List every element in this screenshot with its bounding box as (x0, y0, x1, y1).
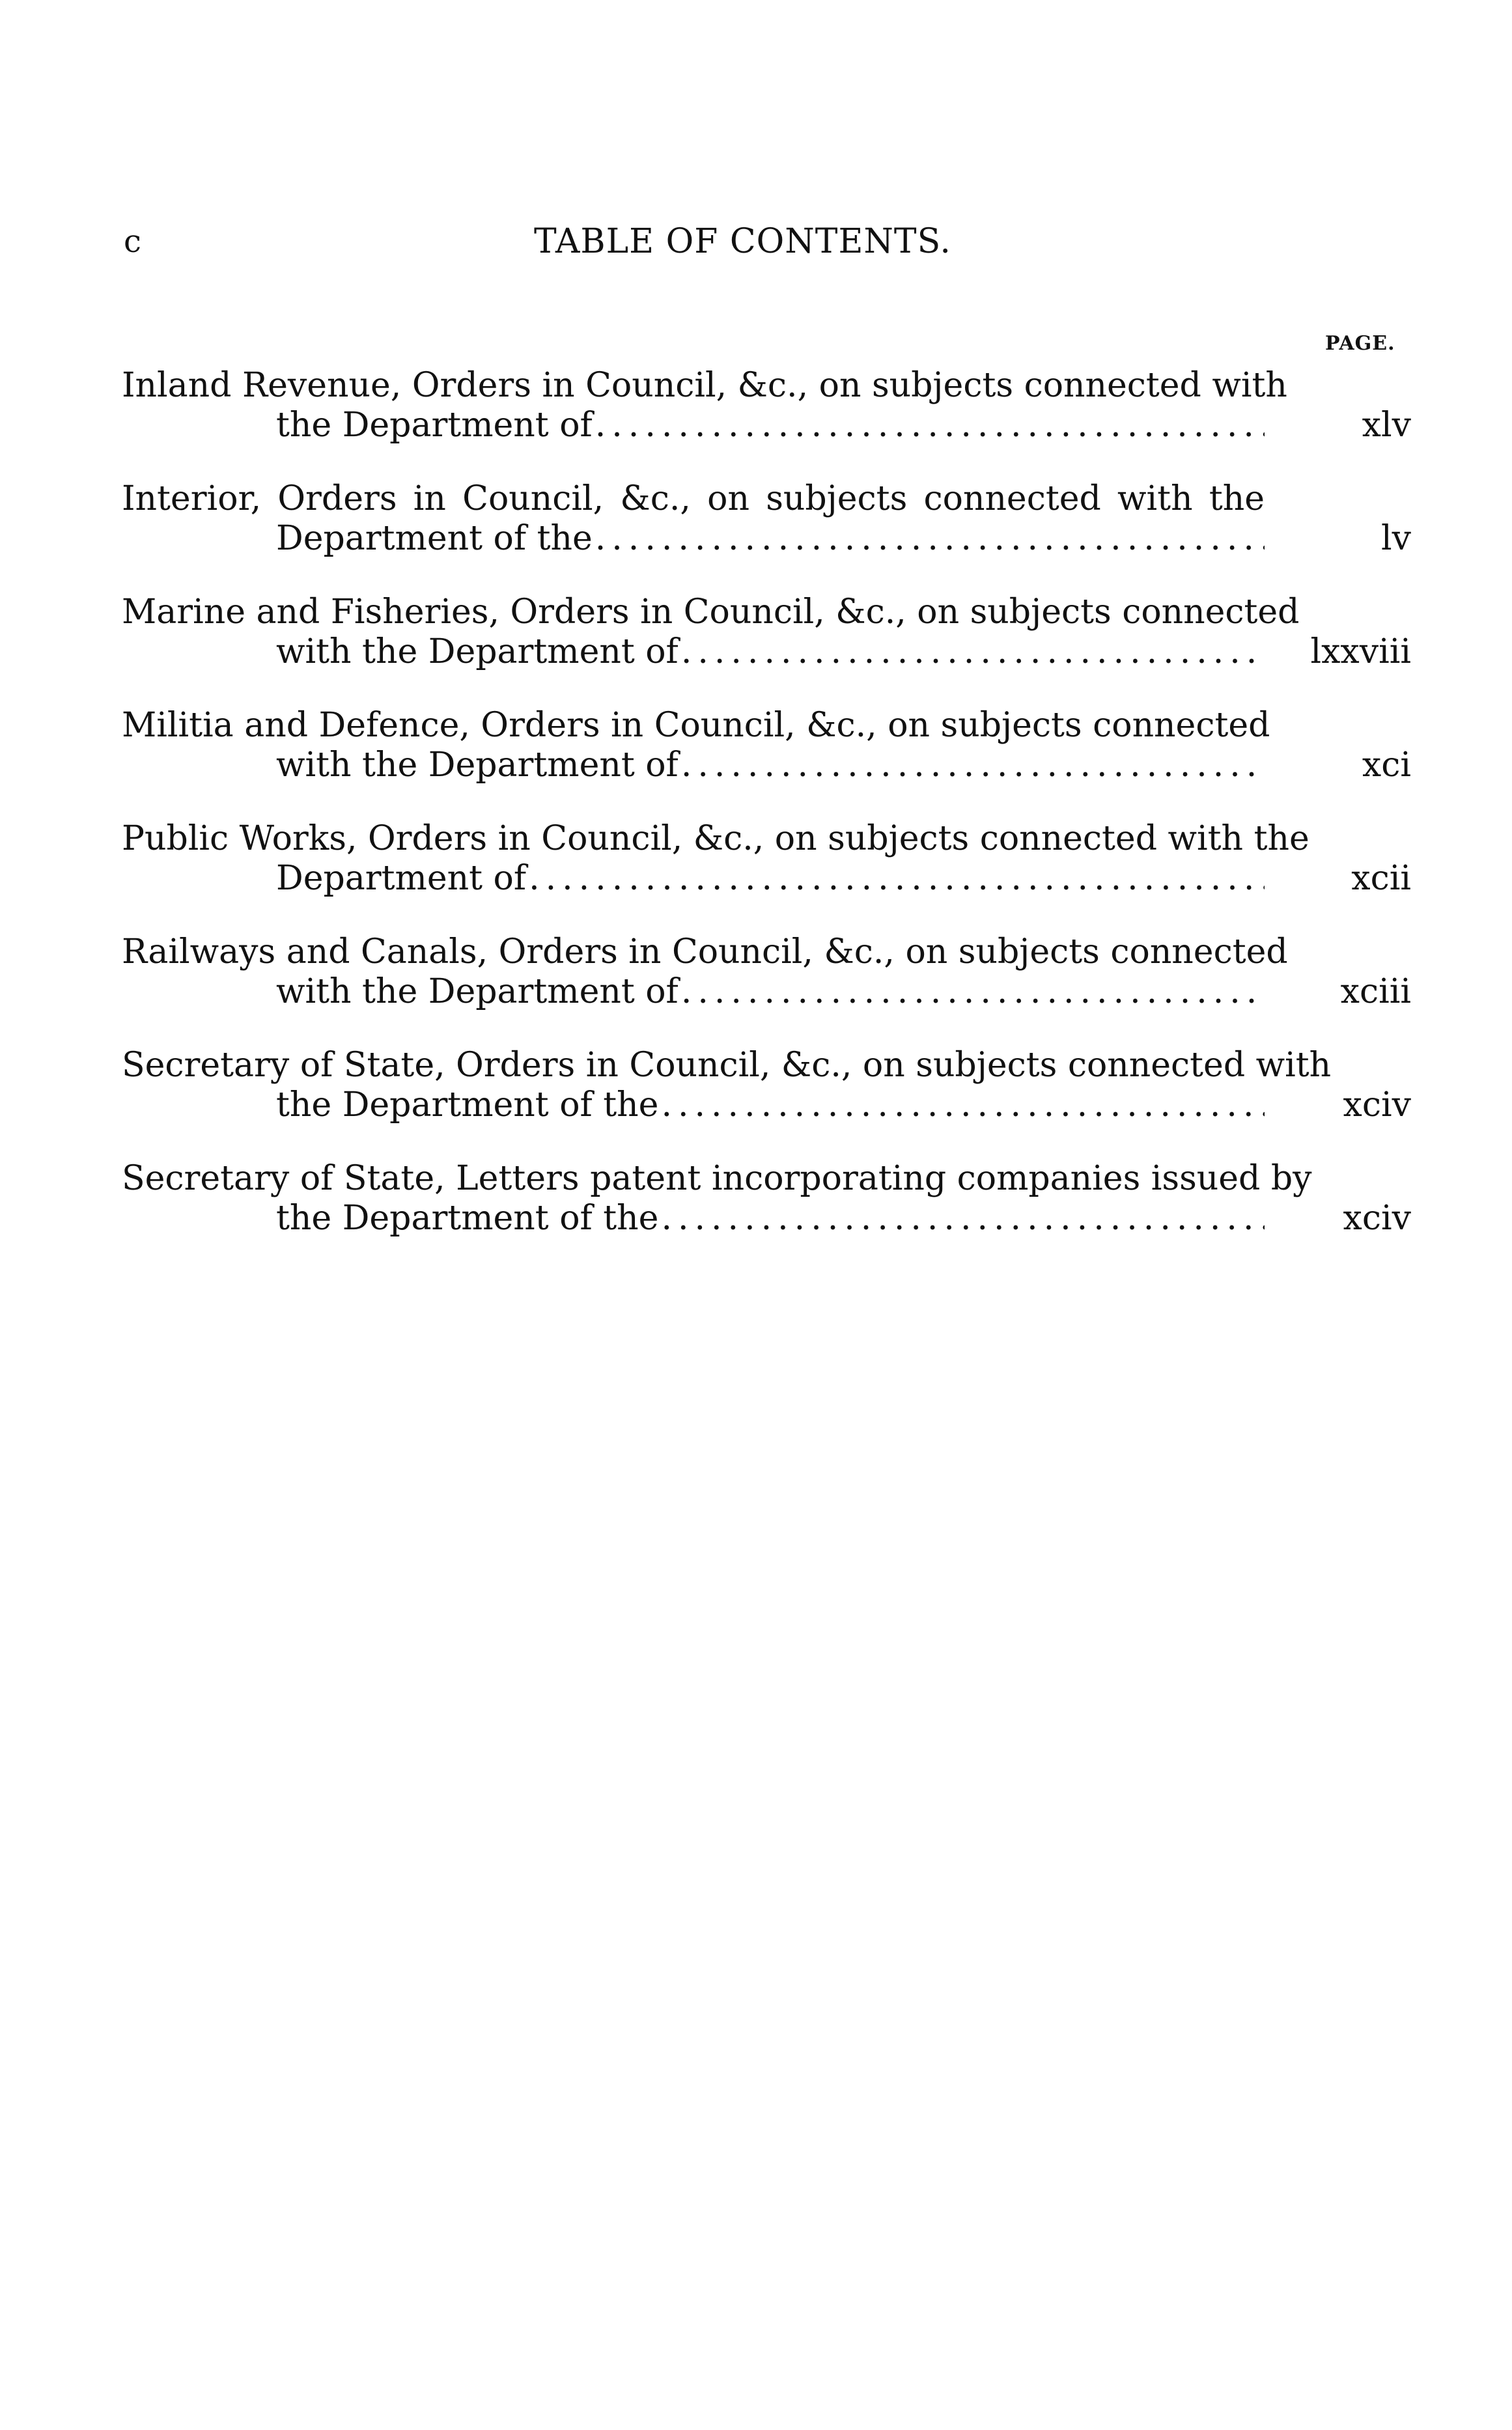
toc-entry-title: Secretary of State, Letters patent incorporating companies issued by (122, 1159, 1312, 1198)
dot-leader (593, 406, 1265, 445)
toc-entry-continuation (276, 859, 1265, 899)
toc-entry-continuation (276, 1085, 1265, 1125)
toc-entry-inland-revenue (122, 366, 1411, 446)
toc-entry-continuation-text: with the Department of (276, 632, 679, 671)
toc-entry-continuation-text: with the Department of (276, 746, 679, 785)
toc-entry-continuation-text: the Department of the (276, 1199, 659, 1238)
toc-entry-continuation-text: Department of the (276, 519, 593, 558)
toc-entry-title: Interior, Orders in Council, &c., on subjects connected with the (122, 479, 1265, 518)
toc-entry-title: Railways and Canals, Orders in Council, &c., on subjects connected (122, 932, 1288, 971)
toc-entry-militia-defence (122, 706, 1411, 786)
toc-page-number: xcii (1351, 859, 1411, 898)
toc-entry-continuation-text: Department of (276, 859, 527, 898)
toc-page-number: lxxviii (1310, 632, 1411, 671)
dot-leader (679, 972, 1265, 1012)
toc-entry-public-works (122, 819, 1411, 899)
toc-entry-continuation (276, 632, 1265, 672)
page-title: TABLE OF CONTENTS. (534, 222, 951, 261)
toc-entry-interior (122, 479, 1411, 559)
toc-entry-continuation (276, 972, 1265, 1012)
toc-page-number: xciv (1343, 1085, 1411, 1124)
dot-leader (593, 519, 1265, 559)
page-column-label: PAGE. (1325, 332, 1395, 355)
toc-entry-marine-fisheries (122, 593, 1411, 673)
dot-leader (658, 1085, 1265, 1125)
dot-leader (526, 859, 1265, 899)
toc-page-number: xlv (1362, 406, 1411, 445)
toc-entry-secretary-of-state-letters-patent (122, 1159, 1411, 1239)
toc-page-number: lv (1380, 519, 1411, 558)
toc-entry-secretary-of-state-orders (122, 1046, 1411, 1126)
toc-page-number: xci (1362, 746, 1411, 785)
toc-page-number: xciii (1340, 972, 1411, 1011)
toc-entry-title: Inland Revenue, Orders in Council, &c., on subjects connected with (122, 366, 1287, 405)
table-of-contents (122, 366, 1411, 1272)
page-number: c (124, 223, 141, 260)
toc-entry-continuation (276, 1199, 1265, 1238)
toc-entry-continuation-text: the Department of the (276, 1085, 659, 1124)
toc-entry-continuation-text: with the Department of (276, 972, 679, 1011)
dot-leader (679, 746, 1265, 785)
toc-entry-continuation (276, 519, 1265, 559)
toc-page-number: xciv (1343, 1199, 1411, 1238)
dot-leader (679, 632, 1265, 672)
dot-leader (658, 1199, 1265, 1238)
toc-entry-title: Militia and Defence, Orders in Council, &c., on subjects connected (122, 706, 1270, 745)
toc-entry-railways-canals (122, 932, 1411, 1013)
toc-entry-title: Public Works, Orders in Council, &c., on subjects connected with the (122, 819, 1309, 858)
toc-entry-continuation-text: the Department of (276, 406, 593, 445)
toc-entry-title: Marine and Fisheries, Orders in Council, &c., on subjects connected (122, 593, 1300, 632)
toc-entry-title: Secretary of State, Orders in Council, &c., on subjects connected with (122, 1046, 1332, 1085)
toc-entry-continuation (276, 406, 1265, 445)
toc-entry-continuation (276, 746, 1265, 785)
